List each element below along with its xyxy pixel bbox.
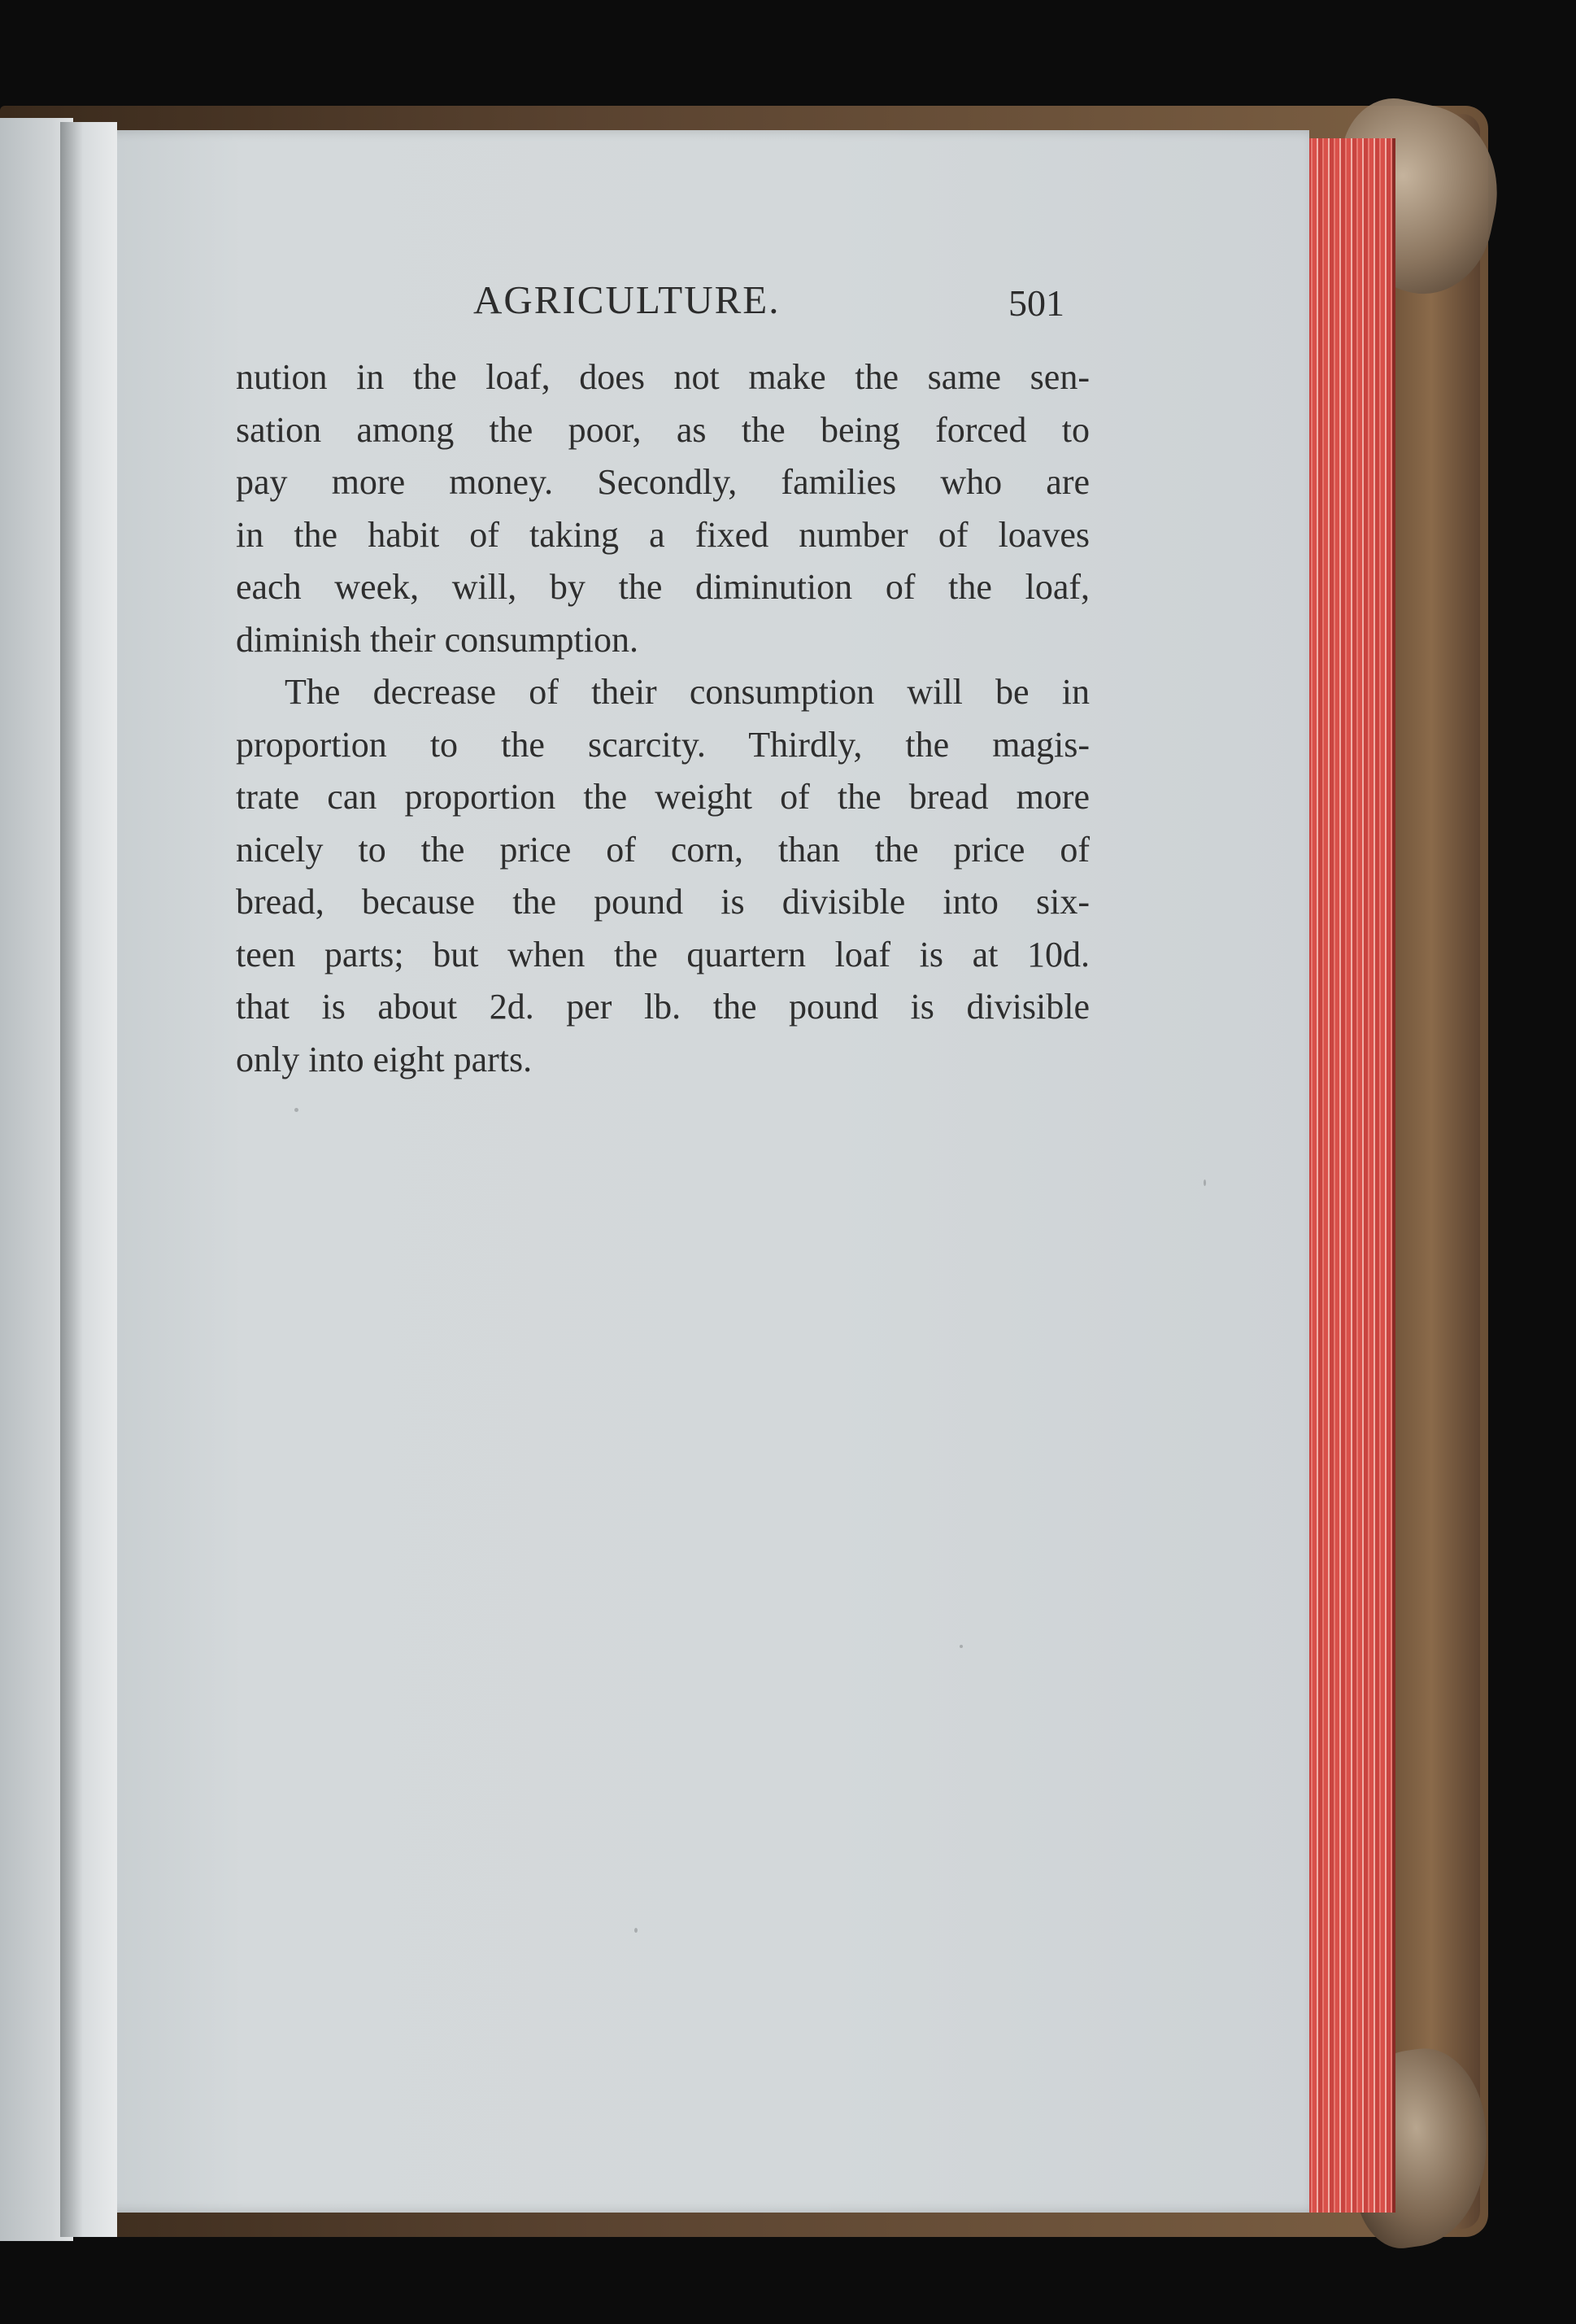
paper-speck — [1204, 1179, 1206, 1186]
text-line: teen parts; but when the quartern loaf is at 10d. — [236, 934, 1090, 975]
text-line: only into eight parts. — [236, 1039, 533, 1079]
text-line: that is about 2d. per lb. the pound is divisible — [236, 987, 1090, 1027]
paragraph — [236, 351, 1090, 666]
cover-edge — [1382, 114, 1480, 2229]
text-line: bread, because the pound is divisible into six- — [236, 882, 1090, 922]
text-line: each week, will, by the diminution of the loaf, — [236, 567, 1090, 607]
text-line: nution in the loaf, does not make the same sen- — [236, 357, 1090, 397]
text-line: pay more money. Secondly, families who are — [236, 462, 1090, 502]
text-line: proportion to the scarcity. Thirdly, the magis- — [236, 724, 1090, 765]
red-fore-edge — [1301, 138, 1395, 2213]
page-gutter — [60, 122, 117, 2237]
text-line: in the habit of taking a fixed number of loaves — [236, 514, 1090, 555]
running-head: AGRICULTURE. — [473, 277, 781, 322]
paper-speck — [634, 1928, 638, 1933]
text-line: diminish their consumption. — [236, 619, 638, 660]
text-line: The decrease of their consumption will be in — [285, 672, 1090, 712]
paper-speck — [960, 1645, 963, 1648]
text-line: nicely to the price of corn, than the price of — [236, 829, 1090, 870]
paper-speck — [294, 1108, 298, 1112]
text-line: trate can proportion the weight of the bread more — [236, 777, 1090, 817]
body-text — [236, 351, 1090, 1086]
paragraph — [236, 666, 1090, 1086]
page-number: 501 — [1008, 282, 1064, 324]
text-line: sation among the poor, as the being forced to — [236, 409, 1090, 450]
